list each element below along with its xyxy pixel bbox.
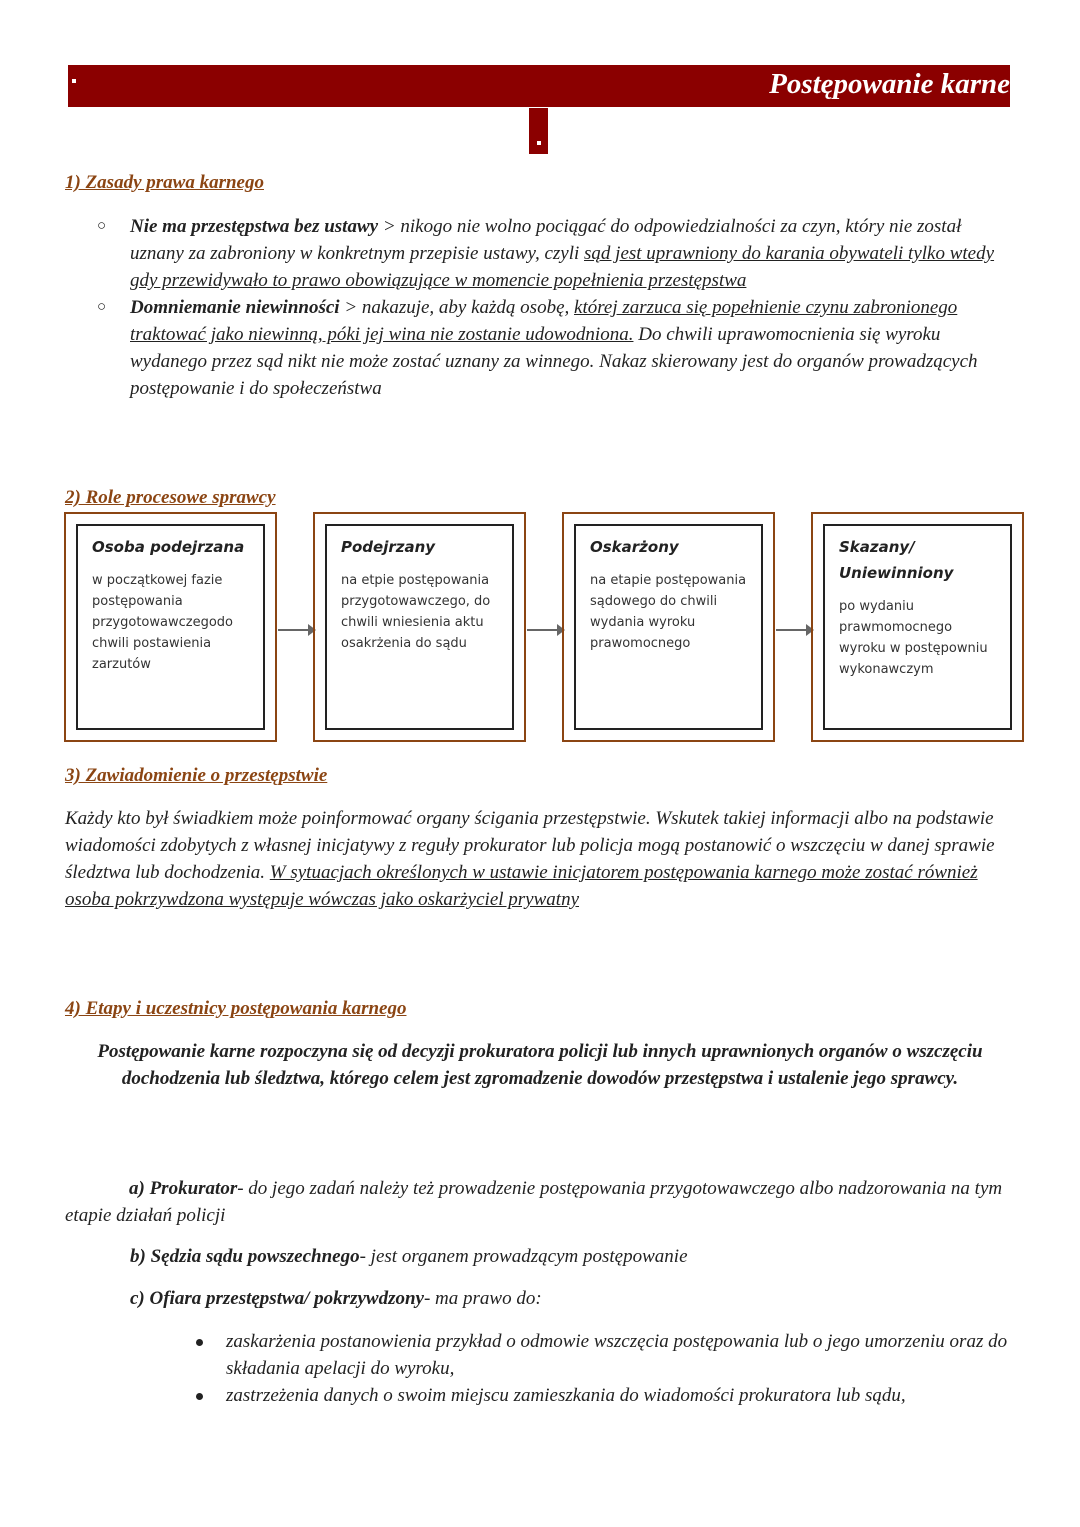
arrow-right-icon [776,629,812,631]
list-item [226,1382,1026,1409]
principle-tail: Do chwili uprawomocnienia się wyroku wydanego przez sąd nikt nie może zostać uznany za winnego. Nakaz skierowany jest do organów prowadzących postępowanie i do społeczeństwa [130,324,978,399]
role-title: Podejrzany [341,538,436,556]
notification-text: Każdy kto był świadkiem może poinformować organy ścigania przestępstwie. Wskutek takiej informacji albo na podstawie wiadomości zdobytych z własnej inicjatywy z reguły prokurator lub policja mogą postanowić o wszczęciu w danej sprawie śledztwa lub dochodzenia. [65,808,995,883]
participant-text: - do jego zadań należy też prowadzenie postępowania przygotowawczego albo nadzorowania na tym etapie działań policji [65,1178,1003,1226]
principle-item [97,294,1010,402]
principle-text: > nikogo nie wolno pociągać do odpowiedzialności za czyn, który nie został uznany za zabroniony w konkretnym przepisie ustawy, czyli [130,216,962,264]
section2-heading: 2) Role procesowe sprawcy [65,487,276,508]
role-box-suspected-person [64,512,277,742]
center-marker [529,108,548,154]
role-card [574,524,763,730]
circle-bullet-icon: ○ [97,299,107,315]
participant-judge [130,1243,1010,1270]
arrow-right-icon [278,629,314,631]
role-card [823,524,1012,730]
participant-prosecutor [65,1175,1015,1229]
participant-label: b) Sędzia sądu powszechnego [130,1246,360,1267]
participant-label: a) Prokurator [129,1178,238,1199]
role-title: Skazany/ Uniewinniony [839,538,954,582]
principle-underlined: której zarzuca się popełnienie czynu zabronionego traktować jako niewinną, póki jej wina nie zostanie udowodniona. [130,297,958,345]
principle-title: Domniemanie niewinności [130,297,340,318]
title-banner [68,65,1010,107]
list-item [226,1328,1026,1382]
circle-bullet-icon: ○ [97,218,107,234]
role-card [76,524,265,730]
banner-dot [72,79,76,83]
role-title: Osoba podejrzana [92,538,245,556]
section4-heading: 4) Etapy i uczestnicy postępowania karnego [65,998,407,1019]
bullet-icon [196,1339,203,1346]
stages-intro: Postępowanie karne rozpoczyna się od decyzji prokuratora policji lub innych uprawnionych organów o wszczęciu dochodzenia lub śledztwa, którego celem jest zgromadzenie dowodów przestępstwa i ustalenie jego sprawcy. [97,1041,983,1089]
section3-heading: 3) Zawiadomienie o przestępstwie [65,765,328,786]
role-card [325,524,514,730]
notification-underlined: W sytuacjach określonych w ustawie inicjatorem postępowania karnego może zostać również osoba pokrzywdzona występuje wówczas jako oskarżyciel prywatny [65,862,978,910]
role-box-suspect [313,512,526,742]
page-title: Postępowanie karne [769,68,1010,100]
participant-text: - ma prawo do: [423,1288,542,1309]
victim-rights-list [226,1328,1026,1409]
role-description: w początkowej fazie postępowania przygotowawczegodo chwili postawienia zarzutów [92,573,233,672]
marker-dot [537,141,541,145]
principles-list [97,213,1010,402]
participant-label: c) Ofiara przestępstwa/ pokrzywdzony [130,1288,424,1309]
principle-underlined: sąd jest uprawniony do karania obywateli tylko wtedy gdy przewidywało to prawo obowiązujące w momencie popełnienia przestępstwa [130,243,995,291]
principle-item [97,213,1010,294]
right-text: zaskarżenia postanowienia przykład o odmowie wszczęcia postępowania lub o jego umorzeniu oraz do składania apelacji do wyroku, [226,1331,1008,1379]
role-description: na etapie postępowania sądowego do chwili wydania wyroku prawomocnego [590,573,747,651]
role-title: Oskarżony [590,538,679,556]
bullet-icon [196,1393,203,1400]
right-text: zastrzeżenia danych o swoim miejscu zamieszkania do wiadomości prokuratora lub sądu, [226,1385,906,1406]
participant-victim [130,1285,1010,1312]
principle-text: > nakazuje, aby każdą osobę, [339,297,575,318]
role-description: na etpie postępowania przygotowawczego, do chwili wniesienia aktu osakrżenia do sądu [341,573,491,651]
role-box-accused [562,512,775,742]
role-box-convicted [811,512,1024,742]
notification-paragraph [65,805,1015,913]
arrow-right-icon [527,629,563,631]
role-description: po wydaniu prawmomocnego wyroku w postępowniu wykonawczym [839,599,988,677]
principle-title: Nie ma przestępstwa bez ustawy [130,216,379,237]
participant-text: - jest organem prowadzącym postępowanie [359,1246,688,1267]
section1-heading: 1) Zasady prawa karnego [65,172,264,193]
